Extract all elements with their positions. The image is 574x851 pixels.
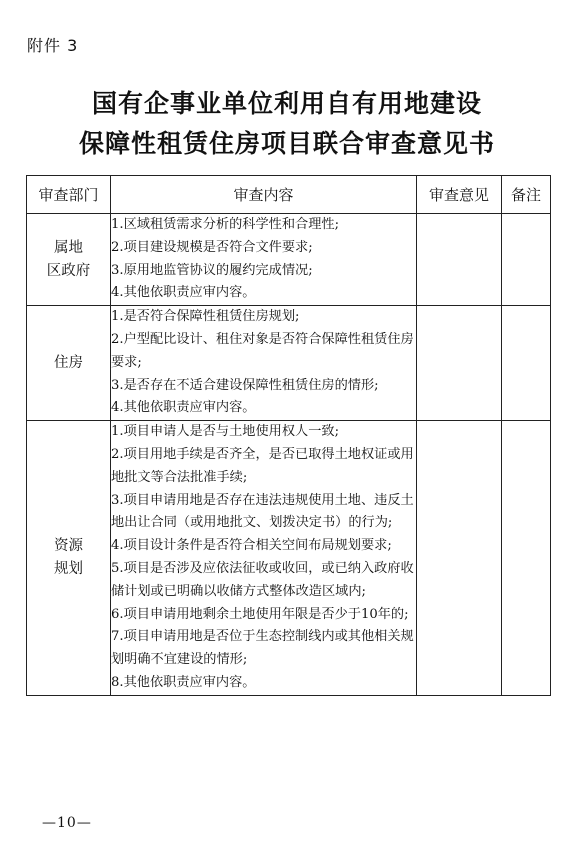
document-title-line1: 国有企事业单位利用自有用地建设 (91, 89, 482, 118)
table-header-row (27, 176, 551, 214)
review-item: 1.是否符合保障性租赁住房规划; (111, 309, 300, 325)
department-cell (27, 306, 111, 421)
review-item: 5.项目是否涉及应依法征收或收回，或已纳入政府收储计划或已明确以收储方式整体改造区域内; (111, 560, 414, 599)
table-row (27, 214, 551, 306)
department-name-line1: 资源 (54, 537, 83, 554)
page-number: —10— (42, 815, 92, 831)
header-remark: 备注 (502, 176, 551, 214)
review-item: 6.项目申请用地剩余土地使用年限是否少于10年的; (111, 606, 409, 622)
opinion-cell[interactable] (417, 306, 502, 421)
review-item: 2.项目建设规模是否符合文件要求; (111, 239, 313, 255)
review-item: 4.项目设计条件是否符合相关空间布局规划要求; (111, 538, 392, 554)
department-name-line2: 区政府 (46, 262, 91, 279)
review-item: 1.项目申请人是否与土地使用权人一致; (111, 424, 340, 440)
header-content: 审查内容 (111, 176, 417, 214)
header-department: 审查部门 (27, 176, 111, 214)
table-row (27, 421, 551, 696)
remark-cell[interactable] (502, 306, 551, 421)
review-item: 2.户型配比设计、租住对象是否符合保障性租赁住房要求; (111, 331, 414, 370)
remark-cell[interactable] (502, 421, 551, 696)
document-title-line2: 保障性租赁住房项目联合审查意见书 (78, 129, 495, 158)
review-item: 2.项目用地手续是否齐全，是否已取得土地权证或用地批文等合法批准手续; (111, 446, 414, 485)
opinion-cell[interactable] (417, 421, 502, 696)
department-name-line1: 属地 (54, 239, 83, 256)
department-name-line2: 规划 (54, 560, 83, 577)
review-item: 7.项目申请用地是否位于生态控制线内或其他相关规划明确不宜建设的情形; (111, 629, 414, 668)
review-content-cell (111, 421, 417, 696)
review-content-cell (111, 306, 417, 421)
table-row (27, 306, 551, 421)
department-cell (27, 421, 111, 696)
department-cell (27, 214, 111, 306)
remark-cell[interactable] (502, 214, 551, 306)
review-item: 1.区域租赁需求分析的科学性和合理性; (111, 217, 340, 232)
review-content-cell (111, 214, 417, 306)
review-item: 4.其他依职责应审内容。 (111, 285, 256, 301)
review-table (26, 175, 551, 696)
opinion-cell[interactable] (417, 214, 502, 306)
review-item: 3.原用地监管协议的履约完成情况; (111, 262, 313, 278)
review-item: 8.其他依职责应审内容。 (111, 674, 256, 690)
department-name-line1: 住房 (54, 354, 83, 371)
review-item: 4.其他依职责应审内容。 (111, 400, 256, 416)
review-item: 3.是否存在不适合建设保障性租赁住房的情形; (111, 377, 379, 393)
header-opinion: 审查意见 (417, 176, 502, 214)
review-item: 3.项目申请用地是否存在违法违规使用土地、违反土地出让合同（或用地批文、划拨决定书）的行为; (111, 492, 414, 531)
attachment-label: 附件 3 (27, 36, 79, 55)
